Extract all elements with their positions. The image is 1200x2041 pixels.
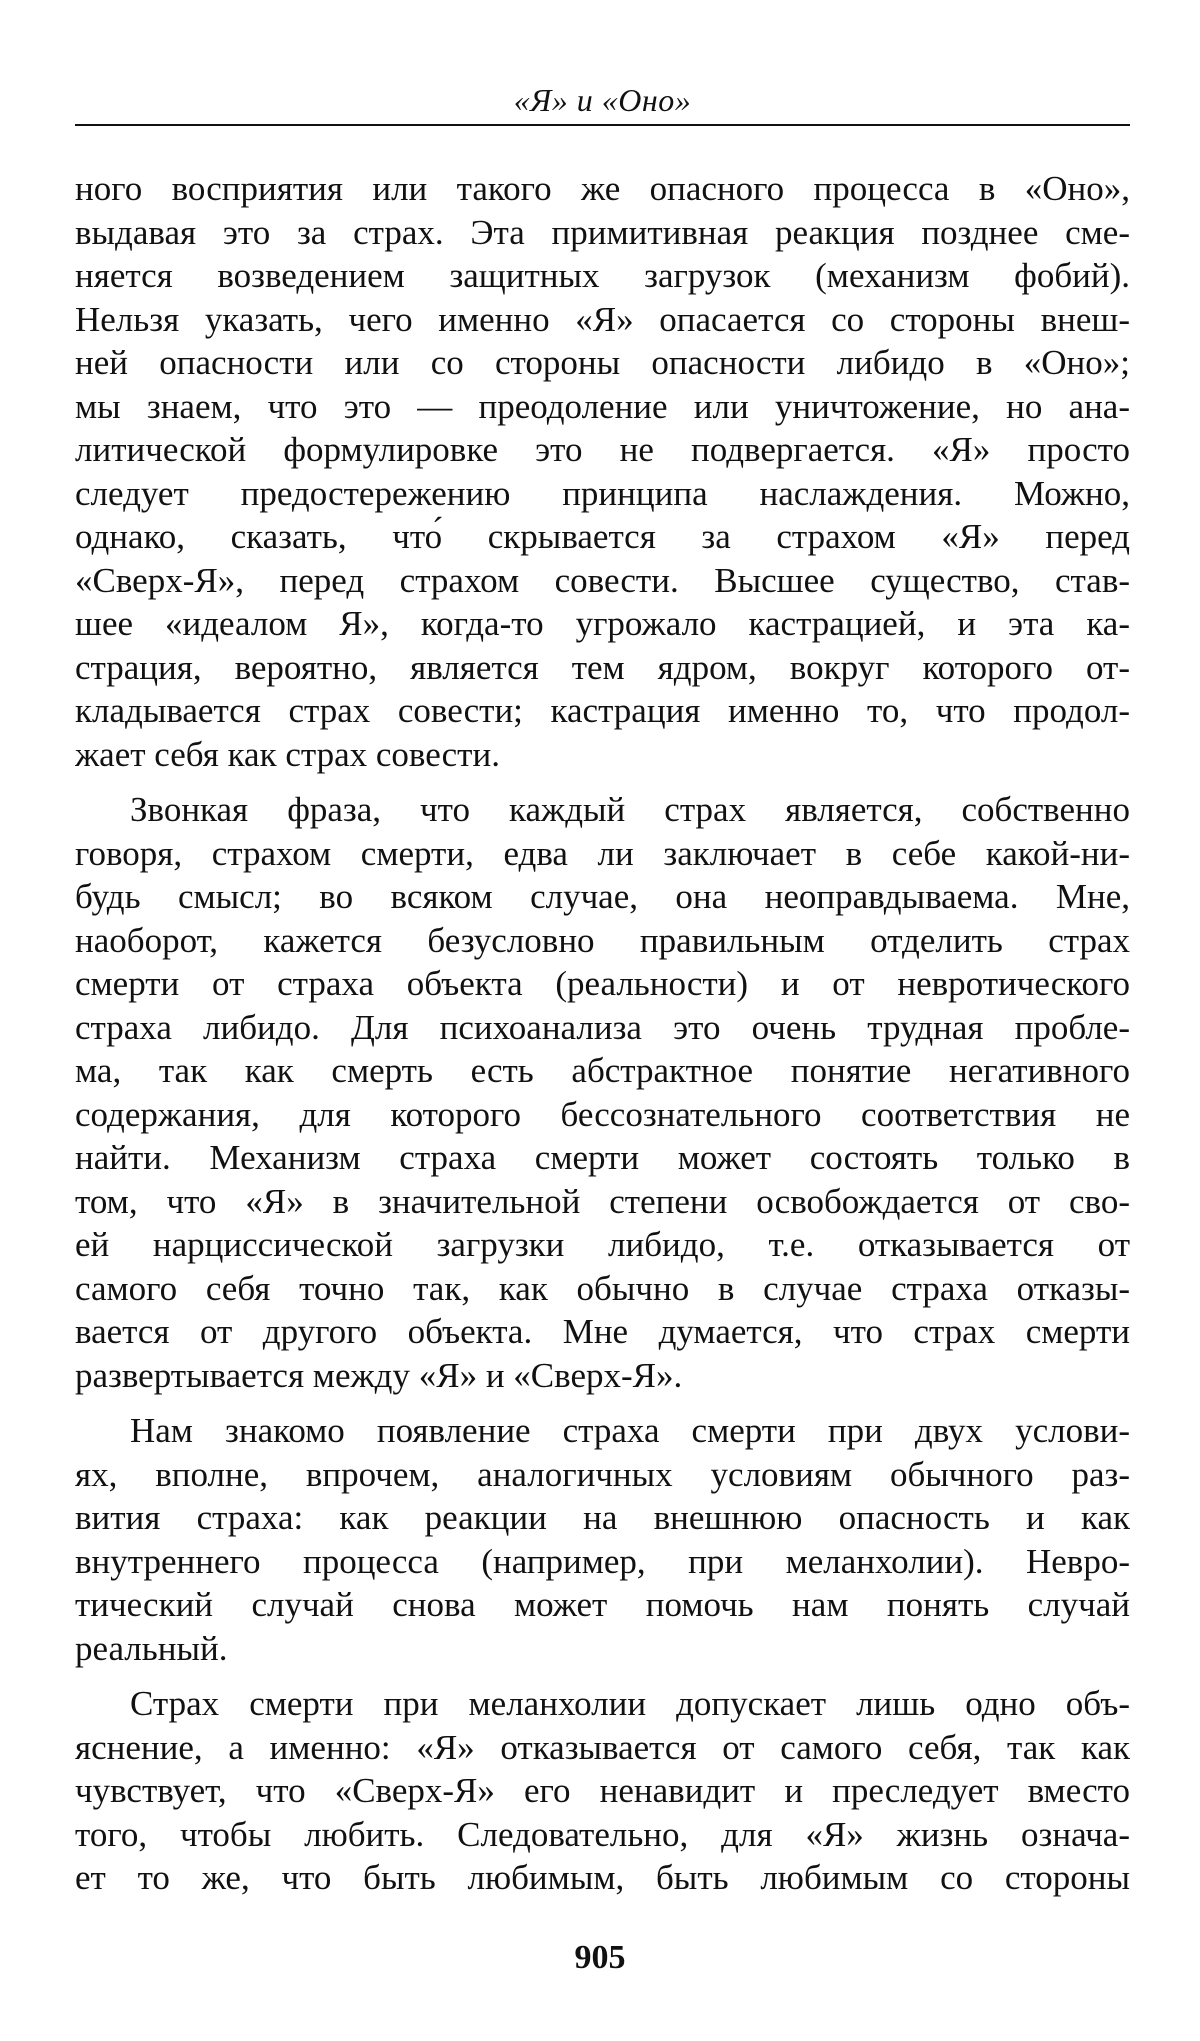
text-line: реальный. (75, 1628, 228, 1668)
text-line: смерти от страха объекта (реальности) и от невротического (75, 964, 1130, 1003)
text-line: найти. Механизм страха смерти может состоять только в (75, 1138, 1130, 1177)
text-line: вается от другого объекта. Мне думается, что страх смерти (75, 1312, 1130, 1351)
text-line: развертывается между «Я» и «Сверх-Я». (75, 1355, 683, 1395)
text-line: шее «идеалом Я», когда-то угрожало кастрацией, и эта ка- (75, 604, 1130, 643)
text-line: тический случай снова может помочь нам понять случай (75, 1585, 1130, 1624)
text-line: мы знаем, что это — преодоление или уничтожение, но ана- (75, 386, 1130, 426)
text-line: страха либидо. Для психоанализа это очень трудная пробле- (75, 1007, 1130, 1047)
text-line: Нам знакомо появление страха смерти при двух услови- (130, 1411, 1130, 1450)
header-rule (75, 124, 1130, 126)
text-line: литической формулировке это не подвергается. «Я» просто (75, 430, 1130, 469)
text-line: ма, так как смерть есть абстрактное понятие негативного (75, 1051, 1130, 1090)
text-line: содержания, для которого бессознательного соответствия не (75, 1094, 1130, 1134)
text-line: «Сверх-Я», перед страхом совести. Высшее существо, став- (75, 560, 1130, 600)
text-line: ного восприятия или такого же опасного процесса в «Оно», (75, 169, 1130, 208)
text-line: чувствует, что «Сверх-Я» его ненавидит и преследует вместо (75, 1771, 1130, 1810)
text-line: Страх смерти при меланхолии допускает лишь одно объ- (130, 1684, 1130, 1723)
text-line: Нельзя указать, чего именно «Я» опасается со стороны внеш- (75, 299, 1130, 339)
text-line: страция, вероятно, является тем ядром, вокруг которого от- (75, 647, 1130, 687)
text-line: яснение, а именно: «Я» отказывается от самого себя, так как (75, 1727, 1130, 1767)
text-line: няется возведением защитных загрузок (механизм фобий). (75, 256, 1130, 295)
text-line: ет то же, что быть любимым, быть любимым со стороны (75, 1858, 1130, 1897)
text-line: однако, сказать, что́ скрывается за страхом «Я» перед (75, 517, 1130, 556)
text-line: будь смысл; во всяком случае, она неоправдываема. Мне, (75, 877, 1130, 916)
text-line: кладывается страх совести; кастрация именно то, что продол- (75, 691, 1130, 730)
text-line: ей нарциссической загрузки либидо, т.е. отказывается от (75, 1225, 1130, 1264)
text-line: наоборот, кажется безусловно правильным отделить страх (75, 920, 1130, 960)
text-line: выдавая это за страх. Эта примитивная реакция позднее сме- (75, 212, 1130, 252)
body-text (75, 167, 1130, 1900)
paragraph-2 (75, 788, 1130, 1397)
paragraph-3 (75, 1409, 1130, 1670)
text-line: жает себя как страх совести. (75, 734, 500, 774)
text-line: Звонкая фраза, что каждый страх является, собственно (130, 790, 1130, 829)
text-line: том, что «Я» в значительной степени освобождается от сво- (75, 1181, 1130, 1221)
text-line: самого себя точно так, как обычно в случае страха отказы- (75, 1268, 1130, 1308)
text-line: говоря, страхом смерти, едва ли заключает в себе какой-ни- (75, 833, 1130, 873)
text-line: ях, вполне, впрочем, аналогичных условиям обычного раз- (75, 1454, 1130, 1494)
paragraph-1 (75, 167, 1130, 776)
text-line: следует предостережению принципа наслаждения. Можно, (75, 473, 1130, 513)
text-line: внутреннего процесса (например, при меланхолии). Невро- (75, 1541, 1130, 1581)
text-line: вития страха: как реакции на внешнюю опасность и как (75, 1498, 1130, 1537)
text-line: ней опасности или со стороны опасности либидо в «Оно»; (75, 343, 1130, 382)
paragraph-4 (75, 1682, 1130, 1900)
page-number: 905 (574, 1939, 626, 1976)
text-line: того, чтобы любить. Следовательно, для «Я» жизнь означа- (75, 1814, 1130, 1854)
running-title: «Я» и «Оно» (513, 82, 692, 118)
